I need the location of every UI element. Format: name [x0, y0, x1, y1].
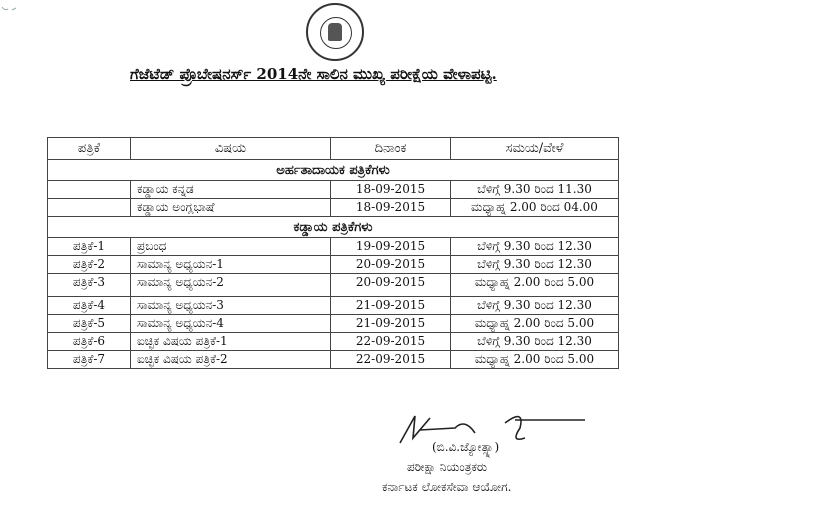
time-cell: ಬೆಳಿಗ್ಗೆ 9.30 ರಿಂದ 12.30 [451, 256, 619, 274]
date-cell: 20-09-2015 [331, 274, 451, 297]
commission-seal-logo [306, 3, 364, 61]
subject-cell: ಕಡ್ಡಾಯ ಅಂಗ್ಲಭಾಷೆ [131, 199, 331, 217]
date-cell: 18-09-2015 [331, 181, 451, 199]
subject-cell: ಸಾಮಾನ್ಯ ಅಧ್ಯಯನ-2 [131, 274, 331, 297]
subject-cell: ಐಚ್ಛಿಕ ವಿಷಯ ಪತ್ರಿಕೆ-1 [131, 333, 331, 351]
paper-cell: ಪತ್ರಿಕೆ-4 [48, 297, 131, 315]
header-time: ಸಮಯ/ವೇಳೆ [451, 138, 619, 160]
table-row [48, 315, 619, 333]
paper-cell: ಪತ್ರಿಕೆ-1 [48, 238, 131, 256]
table-row [48, 351, 619, 369]
header-date: ದಿನಾಂಕ [331, 138, 451, 160]
section-compulsory: ಕಡ್ಡಾಯ ಪತ್ರಿಕೆಗಳು [48, 217, 619, 238]
paper-cell [48, 199, 131, 217]
date-cell: 18-09-2015 [331, 199, 451, 217]
date-cell: 21-09-2015 [331, 297, 451, 315]
paper-cell: ಪತ್ರಿಕೆ-2 [48, 256, 131, 274]
subject-cell: ಕಡ್ಡಾಯ ಕನ್ನಡ [131, 181, 331, 199]
time-cell: ಬೆಳಿಗ್ಗೆ 9.30 ರಿಂದ 12.30 [451, 333, 619, 351]
paper-cell: ಪತ್ರಿಕೆ-6 [48, 333, 131, 351]
paper-cell [48, 181, 131, 199]
signatory-organization: ಕರ್ನಾಟಕ ಲೋಕಸೇವಾ ಆಯೋಗ. [382, 480, 512, 494]
table-row [48, 181, 619, 199]
time-cell: ಬೆಳಿಗ್ಗೆ 9.30 ರಿಂದ 11.30 [451, 181, 619, 199]
subject-cell: ಸಾಮಾನ್ಯ ಅಧ್ಯಯನ-4 [131, 315, 331, 333]
signatory-name: (ಬಿ.ವಿ.ಜ್ಯೋತ್ಸ್ನಾ) [432, 440, 500, 454]
time-cell: ಬೆಳಿಗ್ಗೆ 9.30 ರಿಂದ 12.30 [451, 238, 619, 256]
table-row [48, 274, 619, 297]
table-row [48, 297, 619, 315]
table-row [48, 333, 619, 351]
table-row [48, 256, 619, 274]
exam-timetable [47, 137, 619, 369]
date-cell: 19-09-2015 [331, 238, 451, 256]
time-cell: ಮಧ್ಯಾಹ್ನ 2.00 ರಿಂದ 5.00 [451, 274, 619, 297]
section-qualifying: ಅರ್ಹತಾದಾಯಕ ಪತ್ರಿಕೆಗಳು [48, 160, 619, 181]
paper-cell: ಪತ್ರಿಕೆ-7 [48, 351, 131, 369]
subject-cell: ಐಚ್ಛಿಕ ವಿಷಯ ಪತ್ರಿಕೆ-2 [131, 351, 331, 369]
header-subject: ವಿಷಯ [131, 138, 331, 160]
table-header-row [48, 138, 619, 160]
date-cell: 22-09-2015 [331, 351, 451, 369]
scan-mark [0, 4, 20, 14]
time-cell: ಮಧ್ಯಾಹ್ನ 2.00 ರಿಂದ 5.00 [451, 351, 619, 369]
subject-cell: ಪ್ರಬಂಧ [131, 238, 331, 256]
table-row [48, 199, 619, 217]
table-row [48, 238, 619, 256]
time-cell: ಮಧ್ಯಾಹ್ನ 2.00 ರಿಂದ 04.00 [451, 199, 619, 217]
header-paper: ಪತ್ರಿಕೆ [48, 138, 131, 160]
time-cell: ಮಧ್ಯಾಹ್ನ 2.00 ರಿಂದ 5.00 [451, 315, 619, 333]
date-cell: 20-09-2015 [331, 256, 451, 274]
paper-cell: ಪತ್ರಿಕೆ-5 [48, 315, 131, 333]
date-cell: 21-09-2015 [331, 315, 451, 333]
page-title: ಗೆಜೆಟೆಡ್ ಪ್ರೊಬೇಷನರ್ಸ್ 2014ನೇ ಸಾಲಿನ ಮುಖ್ಯ ಪರೀಕ್ಷೆಯ ವೇಳಾಪಟ್ಟಿ. [130, 65, 497, 83]
date-cell: 22-09-2015 [331, 333, 451, 351]
time-cell: ಬೆಳಿಗ್ಗೆ 9.30 ರಿಂದ 12.30 [451, 297, 619, 315]
paper-cell: ಪತ್ರಿಕೆ-3 [48, 274, 131, 297]
subject-cell: ಸಾಮಾನ್ಯ ಅಧ್ಯಯನ-3 [131, 297, 331, 315]
signatory-designation: ಪರೀಕ್ಷಾ ನಿಯಂತ್ರಕರು [407, 460, 488, 474]
subject-cell: ಸಾಮಾನ್ಯ ಅಧ್ಯಯನ-1 [131, 256, 331, 274]
